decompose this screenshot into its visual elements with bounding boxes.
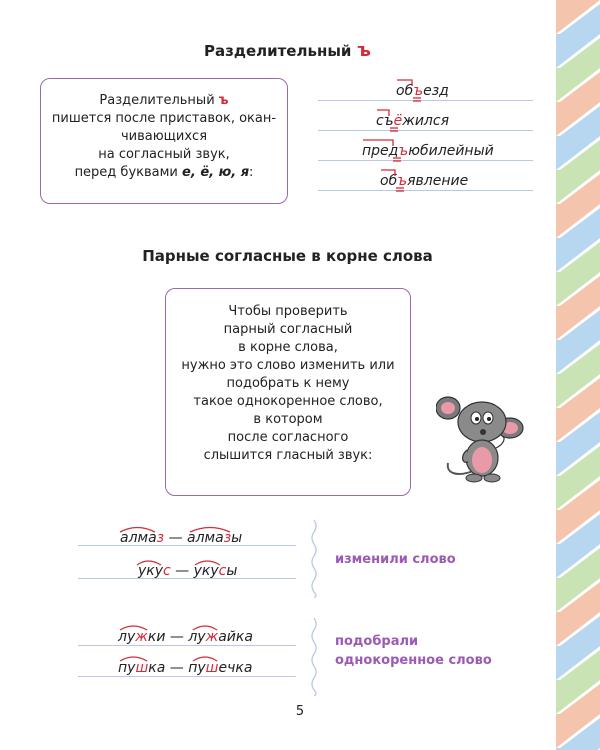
root-arcs [115,520,265,580]
page-number: 5 [295,704,305,719]
rule-line: в котором [253,412,323,427]
rule-line: подобрать к нему [226,376,350,391]
rule-line-4: на согласный звук, [98,147,230,162]
rule-line-2: пишется после приставок, окан- [51,111,277,126]
section-title-hard-sign: Разделительный ъ [204,40,371,61]
rule-line-1: Разделительный ъ [99,93,229,108]
wavy-divider [310,618,318,696]
example-word: объявление [380,173,469,189]
example-word: предъюбилейный [362,143,494,159]
paired-consonants-rule-box [165,288,411,496]
word-pair: укус — укусы [138,563,238,579]
decorative-triangle-stripe [556,0,600,750]
rule-line: такое однокоренное слово, [193,394,383,409]
rule-line: слышится гласный звук: [203,448,373,463]
morpheme-marks [355,70,475,200]
word-pair: лужки — лужайка [118,629,253,645]
word-pair: пушка — пушечка [118,660,253,676]
rule-line: после согласного [227,430,349,445]
mouse-illustration [436,378,528,488]
note-related-word: подобрали однокоренное слово [335,634,492,668]
word-pair: алмаз — алмазы [120,530,243,546]
example-word: объезд [396,83,449,99]
rule-line-3: чивающихся [120,129,208,144]
rule-line: Чтобы проверить [228,304,348,319]
note-changed-word: изменили слово [335,552,456,567]
rule-line: в корне слова, [238,340,338,355]
rule-line: парный согласный [223,322,353,337]
rule-line-5: перед буквами е, ё, ю, я: [74,165,254,180]
hard-sign-rule-box [40,78,288,204]
example-word: съёжился [376,113,449,129]
rule-line: нужно это слово изменить или [181,358,395,373]
section-title-paired-consonants: Парные согласные в корне слова [142,247,433,265]
root-arcs [115,618,265,678]
wavy-divider [310,520,318,598]
hard-sign-symbol: ъ [357,40,371,61]
